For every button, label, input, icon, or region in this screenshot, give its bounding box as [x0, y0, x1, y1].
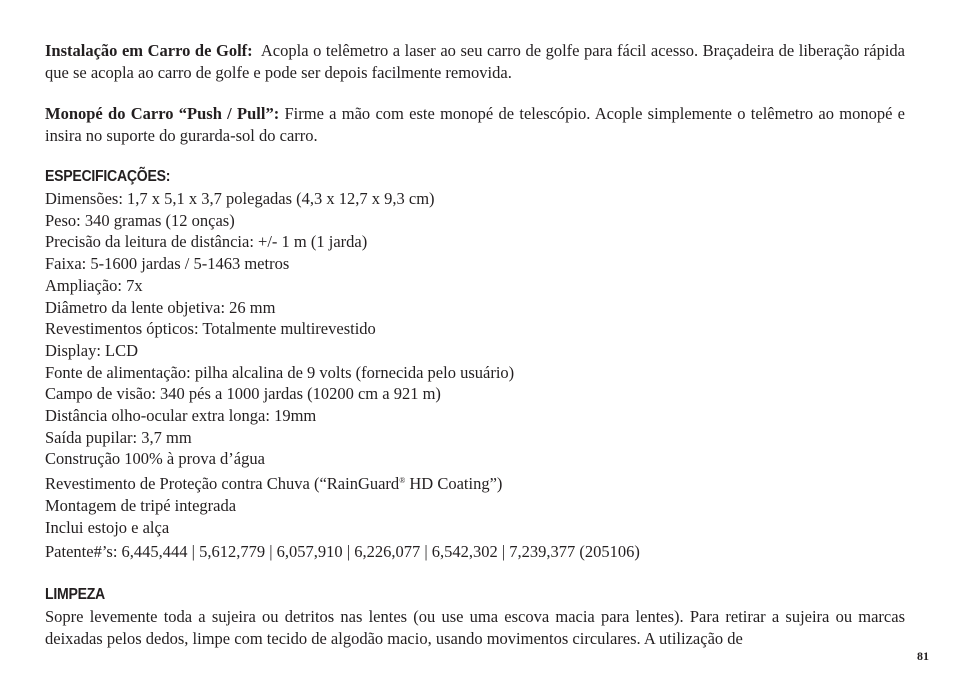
rainguard-suffix: HD Coating”) [405, 474, 503, 494]
monopod-paragraph [45, 103, 905, 147]
spec-item: Display: LCD [45, 340, 139, 360]
spec-item: Revestimentos ópticos: Totalmente multirevestido [45, 319, 376, 339]
golf-cart-mount-title: Instalação em Carro de Golf: [45, 41, 253, 60]
golf-cart-mount-text: Acopla o telêmetro a laser ao seu carro de golfe para fácil acesso. Braçadeira de liberação rápida que se acopla ao carro de golfe e pode ser depois facilmente removida. [45, 41, 905, 82]
spec-item: Inclui estojo e alça [45, 517, 170, 537]
spec-item: Ampliação: 7x [45, 275, 143, 295]
spec-item: Peso: 340 gramas (12 onças) [45, 210, 235, 230]
spec-item: Precisão da leitura de distância: +/- 1 m (1 jarda) [45, 232, 368, 252]
spec-item: Construção 100% à prova d’água [45, 449, 265, 469]
registered-mark: ® [399, 476, 406, 486]
spec-item: Saída pupilar: 3,7 mm [45, 427, 192, 447]
monopod-title: Monopé do Carro “Push / Pull”: [45, 104, 280, 123]
spec-item-patents: Patente#’s: 6,445,444 | 5,612,779 | 6,057,910 | 6,226,077 | 6,542,302 | 7,239,377 (205106) [45, 542, 640, 562]
rainguard-prefix: Revestimento de Proteção contra Chuva (“RainGuard [45, 474, 400, 494]
page-number: 81 [917, 649, 929, 663]
cleaning-heading: LIMPEZA [45, 585, 105, 603]
spec-item: Montagem de tripé integrada [45, 495, 237, 515]
spec-item: Campo de visão: 340 pés a 1000 jardas (10200 cm a 921 m) [45, 384, 441, 404]
spec-item: Faixa: 5-1600 jardas / 5-1463 metros [45, 254, 290, 274]
spec-item-rainguard [45, 470, 905, 495]
cleaning-paragraph: Sopre levemente toda a sujeira ou detritos nas lentes (ou use uma escova macia para lentes). Para retirar a sujeira ou marcas deixadas pelos dedos, limpe com tecido de algodão macio, usando movimentos circulares. A utilização de [45, 606, 905, 648]
monopod-text: Firme a mão com este monopé de telescópio. Acople simplemente o telêmetro ao monopé e insira no suporte do gurarda-sol do carro. [45, 104, 905, 145]
spec-item: Dimensões: 1,7 x 5,1 x 3,7 polegadas (4,3 x 12,7 x 9,3 cm) [45, 189, 435, 208]
specifications-list [45, 188, 905, 563]
spec-item: Diâmetro da lente objetiva: 26 mm [45, 297, 276, 317]
golf-cart-mount-paragraph [45, 40, 905, 84]
spec-item: Fonte de alimentação: pilha alcalina de 9 volts (fornecida pelo usuário) [45, 362, 515, 382]
manual-page [45, 40, 905, 650]
specifications-heading: ESPECIFICAÇÕES: [45, 168, 171, 185]
spec-item: Distância olho-ocular extra longa: 19mm [45, 406, 317, 426]
